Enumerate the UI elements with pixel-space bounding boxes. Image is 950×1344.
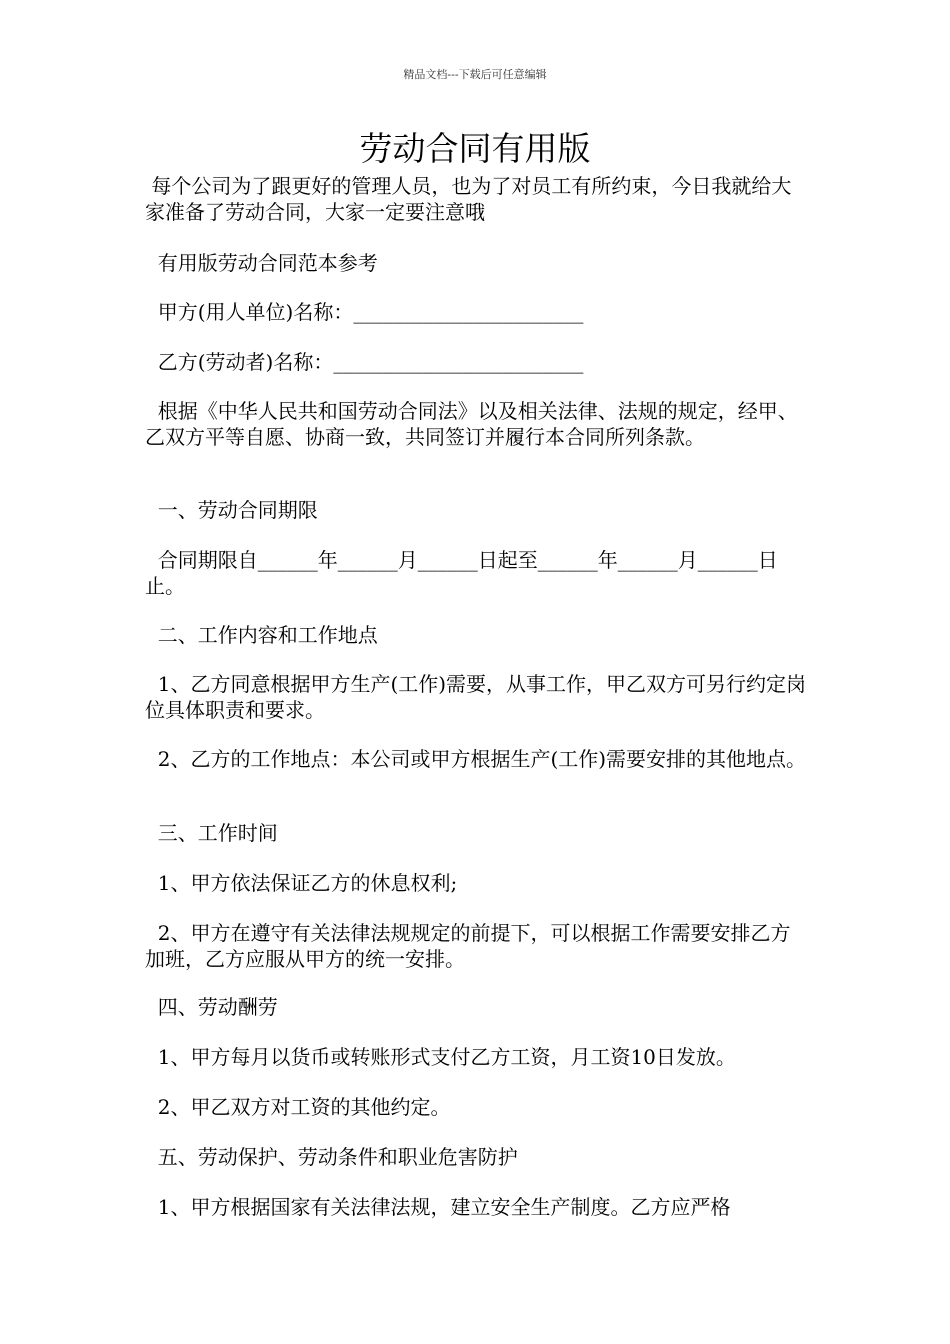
- clause-paragraph: 1、乙方同意根据甲方生产(工作)需要，从事工作，甲乙双方可另行约定岗位具体职责和要求。: [145, 672, 807, 722]
- section-heading: 五、劳动保护、劳动条件和职业危害防护: [145, 1145, 518, 1169]
- clause-paragraph: 1、甲方根据国家有关法律法规，建立安全生产制度。乙方应严格: [145, 1195, 731, 1219]
- party-a-line: 甲方(用人单位)名称：_______________________: [145, 300, 584, 324]
- section-heading: 四、劳动酬劳: [145, 995, 278, 1019]
- clause-paragraph: 合同期限自______年______月______日起至______年______月______日止。: [145, 548, 778, 598]
- section-heading: 三、工作时间: [145, 821, 278, 845]
- clause-paragraph: 1、甲方每月以货币或转账形式支付乙方工资，月工资10日发放。: [145, 1045, 736, 1069]
- document-title: 劳动合同有用版: [359, 129, 591, 168]
- intro-paragraph: 每个公司为了跟更好的管理人员，也为了对员工有所约束，今日我就给大家准备了劳动合同，大家一定要注意哦: [145, 174, 792, 224]
- section-heading: 二、工作内容和工作地点: [145, 623, 378, 647]
- clause-paragraph: 2、甲乙双方对工资的其他约定。: [145, 1095, 451, 1119]
- preamble-paragraph: 根据《中华人民共和国劳动合同法》以及相关法律、法规的规定，经甲、乙双方平等自愿、协商一致，共同签订并履行本合同所列条款。: [145, 399, 798, 449]
- clause-paragraph: 2、甲方在遵守有关法律法规规定的前提下，可以根据工作需要安排乙方加班，乙方应服从甲方的统一安排。: [145, 921, 791, 971]
- subtitle-paragraph: 有用版劳动合同范本参考: [145, 251, 378, 275]
- clause-paragraph: 1、甲方依法保证乙方的休息权利;: [145, 871, 458, 895]
- clause-paragraph: 2、乙方的工作地点：本公司或甲方根据生产(工作)需要安排的其他地点。: [145, 747, 807, 771]
- section-heading: 一、劳动合同期限: [145, 498, 318, 522]
- header-note: 精品文档---下载后可任意编辑: [403, 68, 547, 81]
- party-b-line: 乙方(劳动者)名称：_________________________: [145, 350, 584, 374]
